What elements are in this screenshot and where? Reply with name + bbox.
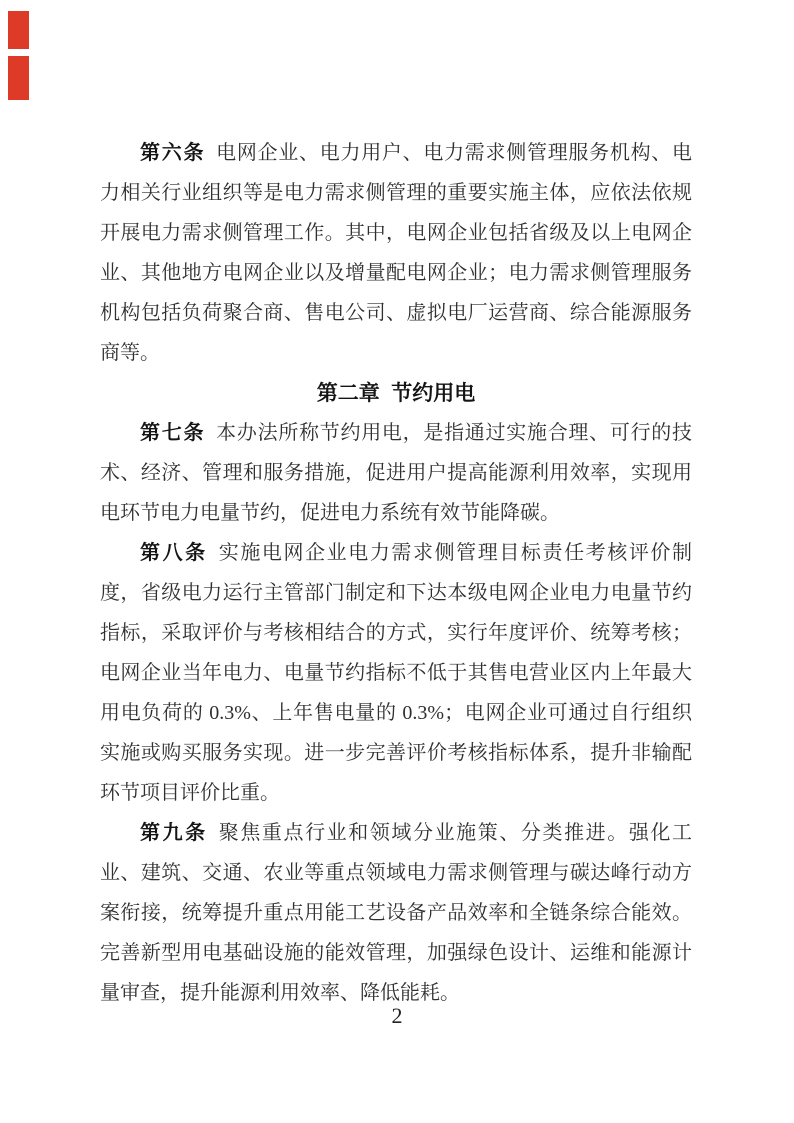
document-body [100, 133, 692, 1013]
paragraph-article-9 [100, 813, 692, 1013]
article-6-text: 电网企业、电力用户、电力需求侧管理服务机构、电力相关行业组织等是电力需求侧管理的重要实施主体，应依法依规开展电力需求侧管理工作。其中，电网企业包括省级及以上电网企业、其他地方电网企业以及增量配电网企业；电力需求侧管理服务机构包括负荷聚合商、售电公司、虚拟电厂运营商、综合能源服务商等。 [100, 142, 693, 364]
article-6-lead: 第六条 [140, 142, 206, 164]
article-7-text: 本办法所称节约用电，是指通过实施合理、可行的技术、经济、管理和服务措施，促进用户提高能源利用效率，实现用电环节电力电量节约，促进电力系统有效节能降碳。 [100, 422, 693, 524]
red-corner-mark-top [8, 11, 29, 49]
article-9-text: 聚焦重点行业和领域分业施策、分类推进。强化工业、建筑、交通、农业等重点领域电力需求侧管理与碳达峰行动方案衔接，统筹提升重点用能工艺设备产品效率和全链条综合能效。完善新型用电基础设施的能效管理，加强绿色设计、运维和能源计量审查，提升能源利用效率、降低能耗。 [100, 822, 692, 1004]
red-corner-mark-bottom [8, 56, 29, 100]
chapter-number: 第二章 [316, 381, 380, 405]
page-number: 2 [391, 1003, 403, 1028]
paragraph-article-8 [100, 533, 692, 813]
paragraph-article-7 [100, 413, 692, 533]
chapter-title: 节约用电 [391, 381, 476, 405]
article-7-lead: 第七条 [140, 422, 206, 444]
chapter-heading [100, 373, 692, 413]
paragraph-article-6 [100, 133, 692, 373]
article-8-lead: 第八条 [140, 542, 208, 564]
article-8-text: 实施电网企业电力需求侧管理目标责任考核评价制度，省级电力运行主管部门制定和下达本级电网企业电力电量节约指标，采取评价与考核相结合的方式，实行年度评价、统筹考核；电网企业当年电力、电量节约指标不低于其售电营业区内上年最大用电负荷的 0.3%、上年售电量的 0.3%；电网企业可通过自行组织实施或购买服务实现。进一步完善评价考核指标体系，提升非输配环节项目评价比重。 [100, 542, 692, 804]
article-9-lead: 第九条 [140, 822, 208, 844]
